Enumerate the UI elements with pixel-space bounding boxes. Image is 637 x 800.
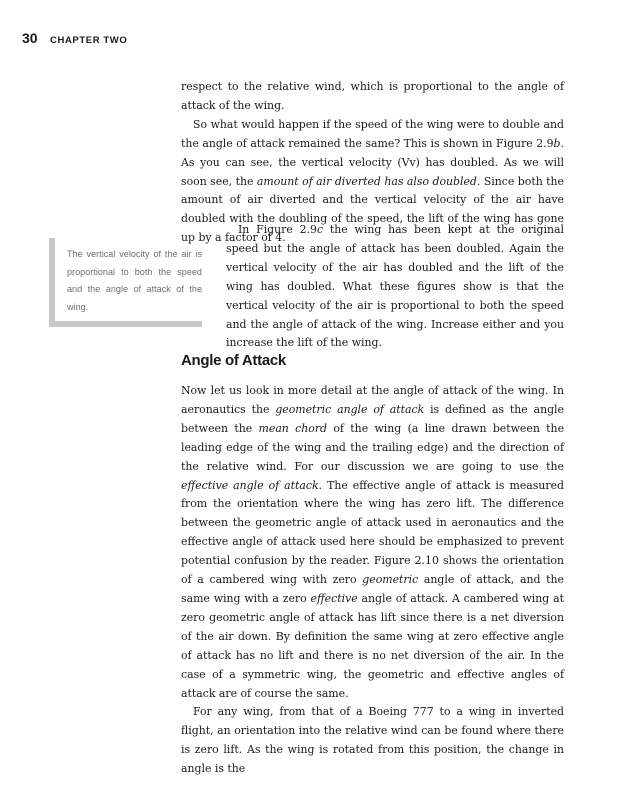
text-block-beside-quote [226,221,564,353]
page-number: 30 [22,30,38,46]
paragraph: So what would happen if the speed of the wing were to double and the angle of attack remained the same? This is shown in Figure 2.9b. As you can see, the vertical velocity (Vv) has doubled. As we will soon see, the amount of air diverted has also doubled. Since both the amount of air diverted and the vertical velocity of the air have doubled with the doubling of the speed, the lift of the wing has gone up by a factor of 4. [181,117,565,245]
paragraph: respect to the relative wind, which is proportional to the angle of attack of the wing. [181,80,564,112]
running-head [22,30,127,48]
paragraph: Now let us look in more detail at the angle of attack of the wing. In aeronautics the geometric angle of attack is defined as the angle between the mean chord of the wing (a line drawn between the leading edge of the wing and the trailing edge) and the direction of the relative wind. For our discussion we are going to use the effective angle of attack. The effective angle of attack is measured from the orientation where the wing has zero lift. The difference between the geometric angle of attack used in aeronautics and the effective angle of attack used here should be emphasized to prevent potential confusion by the reader. Figure 2.10 shows the orientation of a cambered wing with zero geometric angle of attack, and the same wing with a zero effective angle of attack. A cambered wing at zero geometric angle of attack has lift since there is a net diversion of the air down. By definition the same wing at zero effective angle of attack has no lift and there is no net diversion of the air. In the case of a symmetric wing, the geometric and effective angles of attack are of course the same. [181,384,565,700]
pull-quote-text: The vertical velocity of the air is proportional to both the speed and the angle of attack of the wing. [67,249,202,312]
section-heading: Angle of Attack [181,352,286,369]
paragraph: For any wing, from that of a Boeing 777 to a wing in inverted flight, an orientation into the relative wind can be found where there is zero lift. As the wing is rotated from this position, the change in angle is the [181,705,564,776]
pull-quote [49,238,202,327]
text-block-section [181,382,564,779]
paragraph: In Figure 2.9c the wing has been kept at the original speed but the angle of attack has been doubled. Again the vertical velocity of the air has doubled and the lift of the wing has doubled. What these figures show is that the vertical velocity of the air is proportional to both the speed and the angle of attack of the wing. Increase either and you increase the lift of the wing. [226,223,564,350]
chapter-label: CHAPTER TWO [50,35,128,46]
